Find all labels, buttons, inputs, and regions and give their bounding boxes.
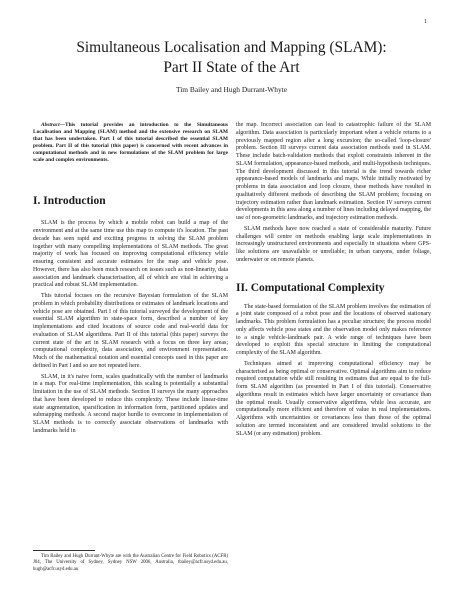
paper-title	[0, 38, 463, 78]
title-line-2: Part II State of the Art	[163, 59, 300, 76]
footnote-rule	[33, 550, 95, 551]
abstract	[33, 122, 228, 163]
page-number: 1	[424, 19, 427, 25]
intro-paragraph-3: SLAM, in it's naive form, scales quadratically with the number of landmarks in a map. For real-time implementation, this scaling is potentially a substantial limitation in the use of SLAM methods. Section II surveys the many approaches that have been developed to reduce this complexity. These include linear-time state augmentation, sparsification in information form, partitioned updates and submapping methods. A second major hurdle to overcome in implementation of SLAM methods is to correctly associate observations of landmarks with landmarks held in	[33, 373, 228, 434]
title-block	[0, 38, 463, 94]
intro-paragraph-4: SLAM methods have now reached a state of considerable maturity. Future challenges will centre on methods enabling large scale implementations in increasingly unstructured environments and especially in situations where GPS-like solutions are unavailable or unreliable; in urban canyons, under foliage, underwater or on remote planets.	[236, 225, 431, 263]
abstract-label: Abstract	[41, 122, 60, 128]
abstract-text: —This tutorial provides an introduction to the Simultaneous Localisation and Mapping (SLAM) method and the extensive research on SLAM that has been undertaken. Part I of this tutorial described the essential SLAM problem. Part II of this tutorial (this paper) is concerned with recent advances in computational methods and in new formulations of the SLAM problem for large scale and complex environments.	[33, 122, 228, 163]
title-line-1: Simultaneous Localisation and Mapping (SLAM):	[76, 39, 387, 56]
left-column	[33, 122, 228, 436]
intro-paragraph-continued: the map. Incorrect association can lead to catastrophic failure of the SLAM algorithm. Data association is particularly important when a vehicle returns to a previously mapped region after a long excursion; the so-called 'loop-closure' problem. Section III surveys current data association methods used in SLAM. These include batch-validation methods that exploit constraints inherent in the SLAM formulation, appearance-based methods, and multi-hypothesis techniques. The third development discussed in this tutorial is the trend towards richer appearance-based models of landmarks and maps. While initially motivated by problems in data association and loop closure, these methods have resulted in qualitatively different methods of describing the SLAM problem; focusing on trajectory estimation rather than landmark estimation. Section IV surveys current developments in this area along a number of lines including delayed mapping, the use of non-geometric landmarks, and trajectory estimation methods.	[236, 122, 431, 221]
complexity-paragraph-2: Techniques aimed at improving computational efficiency may be characterised as being optimal or conservative. Optimal algorithms aim to reduce required computation while still resulting in estimates that are equal to the full-form SLAM algorithm (as presented in Part I of this tutorial). Conservative algorithms result in estimates which have larger uncertainty or covariance than the optimal result. Usually conservative algorithms, while less accurate, are computationally more efficient and therefore of value in real implementations. Algorithms with uncertainties or covariances less than those of the optimal solution are termed inconsistent and are considered invalid solutions to the SLAM (or any estimation) problem.	[236, 360, 431, 437]
intro-paragraph-2: This tutorial focuses on the recursive Bayesian formulation of the SLAM problem in which probability distributions or estimates of landmark locations and vehicle pose are obtained. Part I of this tutorial surveyed the development of the essential SLAM algorithm in state-space form, described a number of key implementations and cited locations of source code and real-world data for evaluation of SLAM algorithms. Part II of this tutorial (this paper) surveys the current state of the art in SLAM research with a focus on three key areas; computational complexity, data association, and environment representation. Much of the mathematical notation and essential concepts used in this paper are defined in Part I and so are not repeated here.	[33, 293, 228, 369]
section-heading-introduction: I. Introduction	[33, 195, 106, 208]
authors: Tim Bailey and Hugh Durrant-Whyte	[176, 85, 287, 94]
complexity-paragraph-1: The state-based formulation of the SLAM problem involves the estimation of a joint state composed of a robot pose and the locations of observed stationary landmarks. This problem formulation has a peculiar structure; the process model only affects vehicle pose states and the observation model only makes reference to a single vehicle-landmark pair. A wide range of techniques have been developed to exploit this special structure in limiting the computational complexity of the SLAM algorithm.	[236, 303, 431, 356]
section-heading-computational-complexity: II. Computational Complexity	[236, 281, 385, 294]
footnote	[33, 550, 228, 573]
intro-paragraph-1: SLAM is the process by which a mobile robot can build a map of the environment and at the same time use this map to compute it's location. The past decade has seen rapid and exciting progress in solving the SLAM problem together with many compelling implementations of SLAM methods. The great majority of work has focused on improving computational efficiency while ensuring consistent and accurate estimates for the map and vehicle pose. However, there has also been much research on issues such as non-linearity, data association and landmark characterisation, all of which are vital in achieving a practical and robust SLAM implementation.	[33, 220, 228, 289]
footnote-text: Tim Bailey and Hugh Durrant-Whyte are with the Australian Centre for Field Robotics (ACFR) J04, The University of Sydney, Sydney NSW 2006, Australia, tbailey@acfr.usyd.edu.au, hugh@acfr.usyd.edu.au	[33, 554, 228, 572]
right-column	[236, 122, 431, 438]
